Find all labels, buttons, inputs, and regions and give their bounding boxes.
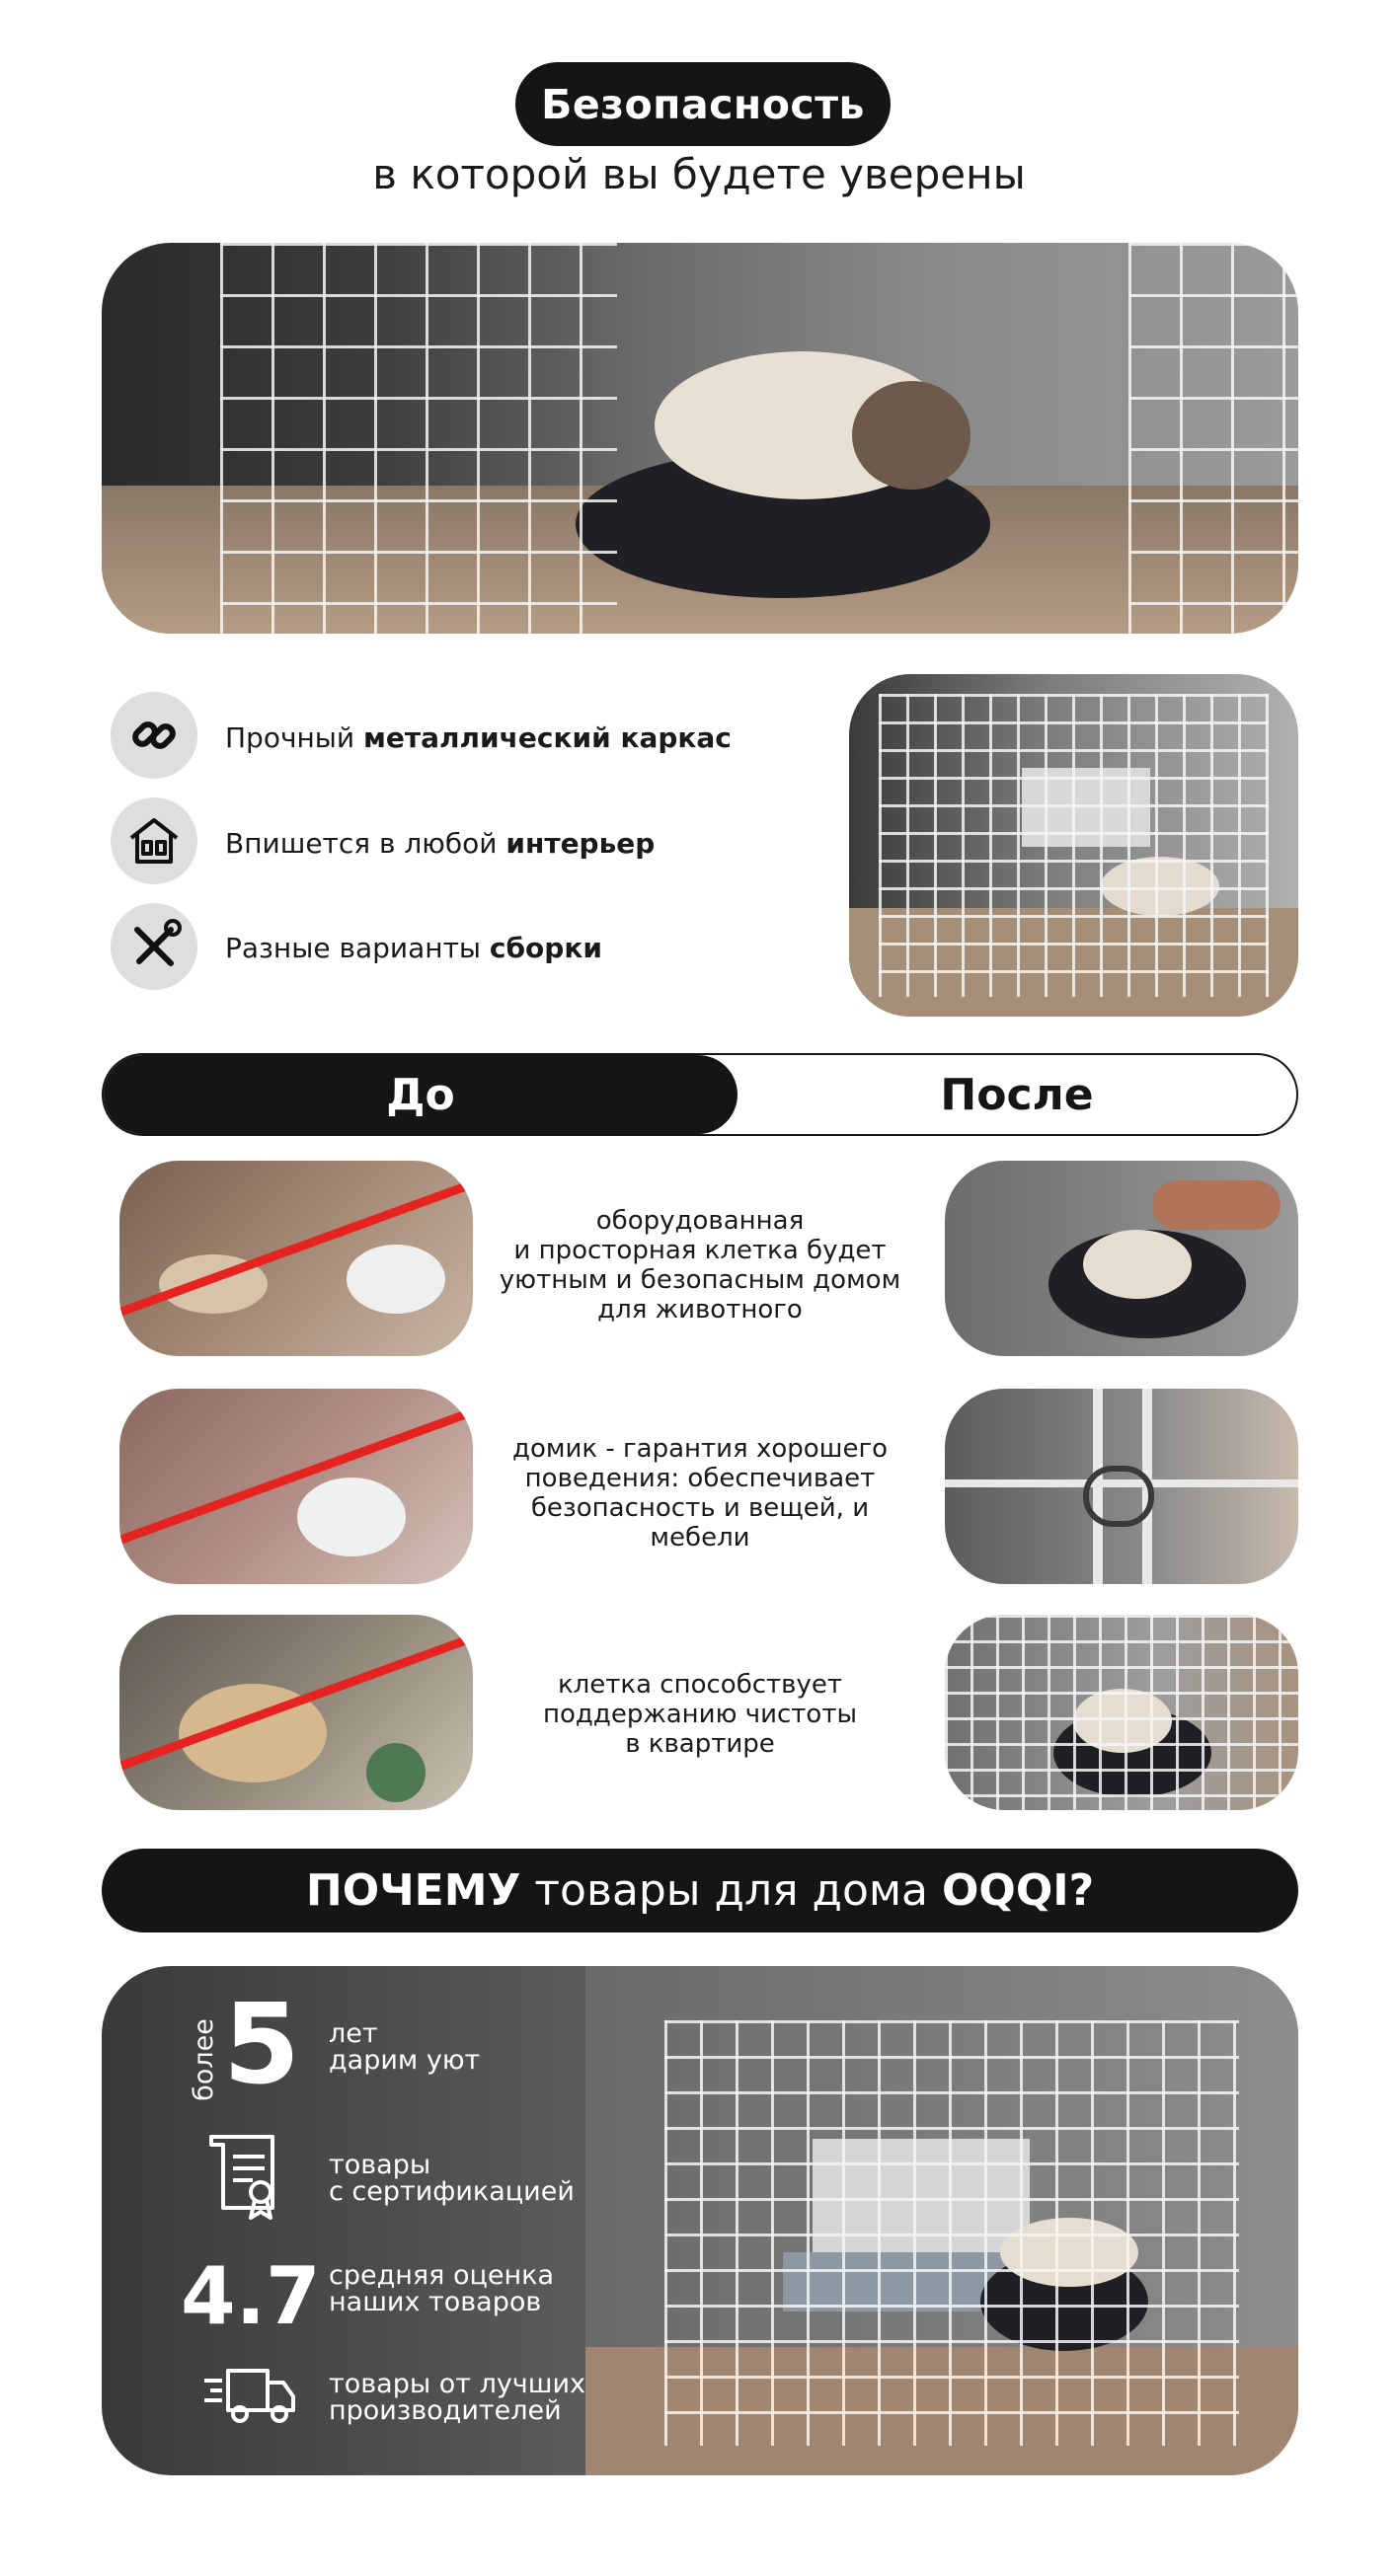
feature-text-assembly: Разные варианты сборки [225, 932, 602, 964]
before-image-couch-dogs [119, 1161, 473, 1356]
delivery-truck-icon [200, 2361, 299, 2430]
cage-cube-photo [849, 674, 1298, 1017]
manufacturers-label: товары от лучших производителей [329, 2369, 585, 2426]
why-oqqi-heading: ПОЧЕМУ товары для дома OQQI? [102, 1849, 1298, 1932]
cross-out-line [119, 1397, 473, 1547]
feature-row-assembly [111, 903, 197, 990]
tools-icon [111, 903, 197, 990]
before-after-text-3: клетка способствует поддержанию чистоты в квартире [542, 1670, 858, 1759]
rating-label: средняя оценка наших товаров [329, 2260, 554, 2317]
feature-text-frame: Прочный металлический каркас [225, 721, 732, 754]
certification-label: товары с сертификацией [329, 2150, 575, 2207]
cage-with-feeder-photo [585, 1966, 1298, 2475]
feature-row-frame [111, 692, 197, 779]
rating-number: 4.7 [181, 2250, 321, 2342]
before-image-torn-sofa [119, 1389, 473, 1584]
before-label: До [104, 1055, 738, 1134]
after-image-clip-lock [945, 1389, 1298, 1584]
chain-link-icon [111, 692, 197, 779]
before-after-text-2: домик - гарантия хорошего поведения: обеспечивает безопасность и вещей, и мебели [511, 1434, 889, 1553]
years-label: лет дарим уют [329, 2018, 481, 2076]
before-after-toggle [102, 1053, 1298, 1136]
after-label: После [940, 1069, 1094, 1120]
why-panel [102, 1966, 1298, 2475]
safety-badge [515, 62, 891, 146]
feature-row-interior [111, 797, 197, 884]
hero-photo-cat-in-cage [102, 243, 1298, 634]
certificate-icon [203, 2129, 292, 2223]
feature-text-interior: Впишется в любой интерьер [225, 827, 656, 860]
after-image-cat-in-cage [945, 1615, 1298, 1810]
before-after-text-1: оборудованная и просторная клетка будет уютным и безопасным домом для животного [499, 1206, 901, 1325]
safety-badge-label: Безопасность [541, 80, 865, 128]
more-than-prefix: более [189, 2018, 219, 2101]
house-icon [111, 797, 197, 884]
after-image-cat-petting [945, 1161, 1298, 1356]
page-subtitle: в которой вы будете уверены [372, 150, 1026, 198]
years-number: 5 [223, 1981, 300, 2109]
before-image-dog-under-chair [119, 1615, 473, 1810]
